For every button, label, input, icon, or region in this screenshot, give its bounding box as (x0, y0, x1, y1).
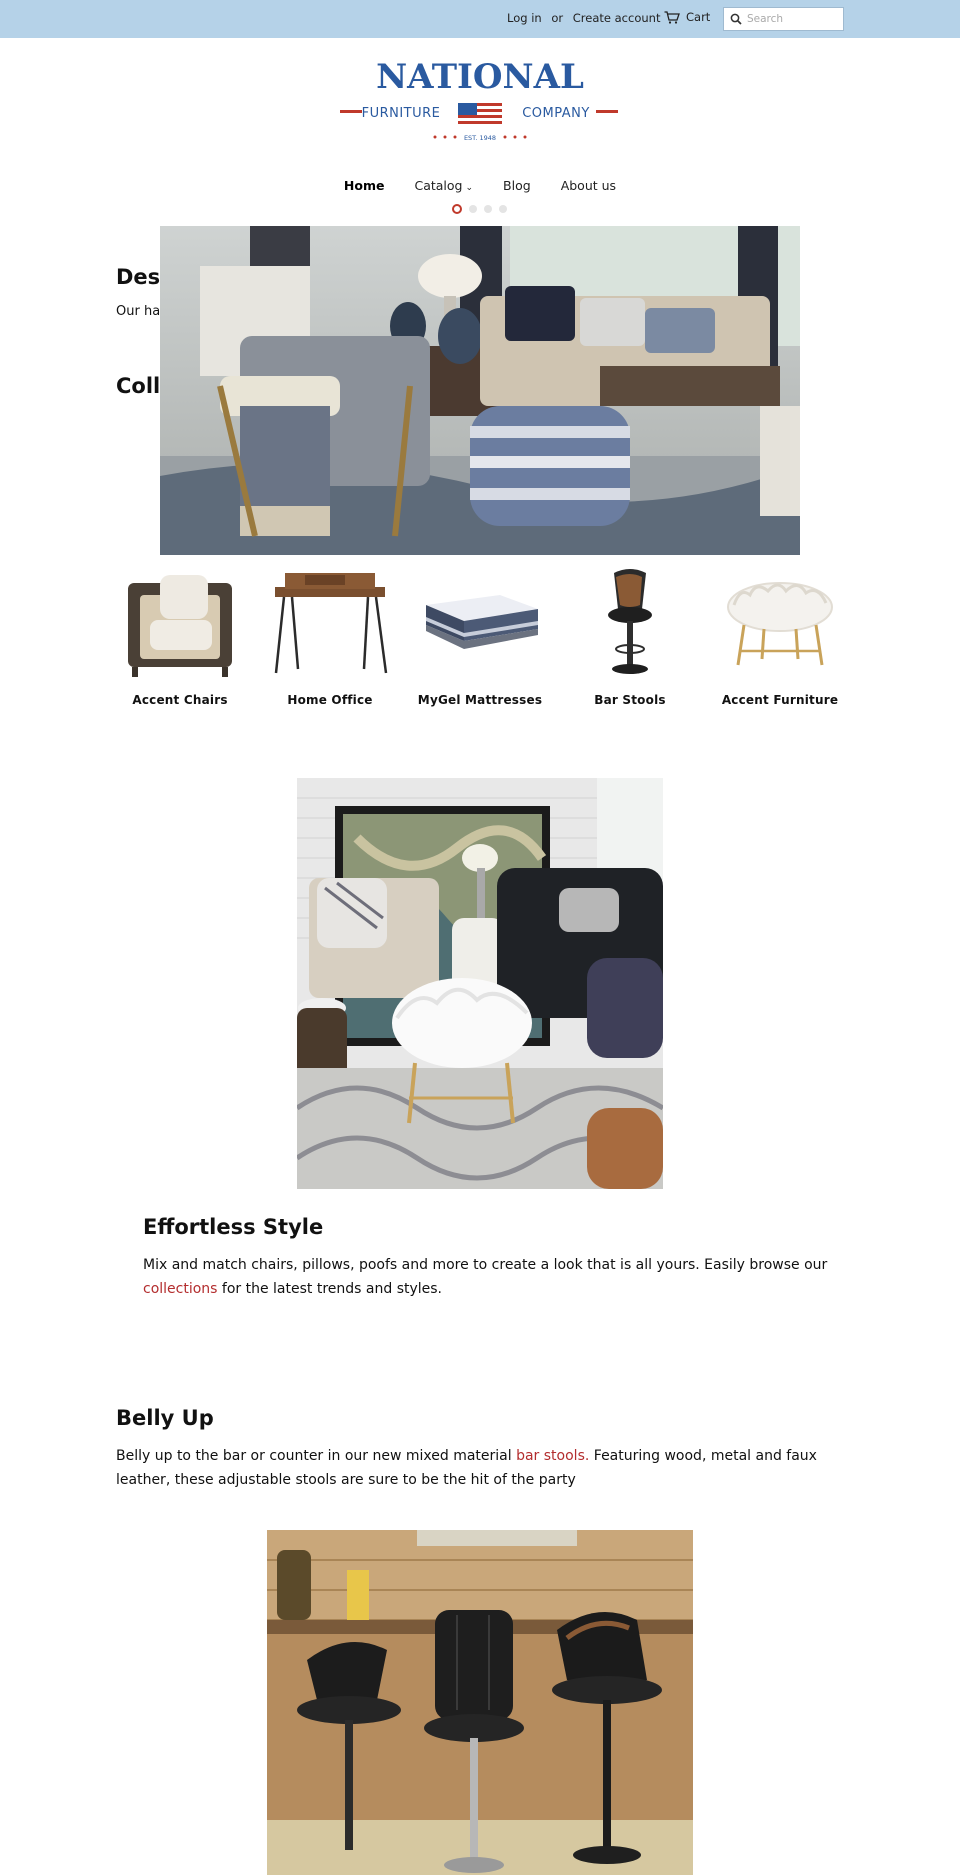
nav-blog[interactable]: Blog (503, 178, 531, 193)
cart-icon (664, 11, 680, 24)
or-text: or (551, 11, 564, 25)
category-accent-chairs[interactable] (105, 565, 255, 707)
top-bar (0, 0, 960, 38)
chevron-down-icon: ⌄ (465, 183, 474, 193)
slider-dot[interactable] (469, 205, 477, 213)
belly-text-before: Belly up to the bar or counter in our new mixed material (116, 1448, 517, 1464)
effortless-text-before: Mix and match chairs, pillows, poofs and more to create a look that is all yours. Easily browse our (143, 1257, 828, 1273)
bar-stool-image (570, 565, 690, 680)
site-logo[interactable] (338, 62, 622, 146)
category-label: Home Office (287, 693, 373, 707)
category-list (105, 565, 855, 707)
desk-image (270, 565, 390, 680)
nav-catalog[interactable] (414, 178, 473, 193)
login-link[interactable]: Log in (507, 11, 542, 25)
main-nav (0, 178, 960, 193)
logo-est: EST. 1948 (463, 134, 497, 142)
category-bar-stools[interactable] (555, 565, 705, 707)
bar-stools-link[interactable]: bar stools. (516, 1448, 590, 1464)
effortless-style-heading: Effortless Style (143, 1215, 324, 1239)
effortless-text-after: for the latest trends and styles. (217, 1281, 443, 1297)
hero-slide-image[interactable] (160, 226, 800, 555)
category-label: Accent Chairs (132, 693, 228, 707)
mattress-image (420, 565, 540, 680)
account-links (507, 11, 660, 25)
slider-dot[interactable] (484, 205, 492, 213)
nav-catalog-label: Catalog (414, 178, 463, 193)
logo-furniture: FURNITURE (361, 106, 441, 121)
category-label: Accent Furniture (721, 693, 839, 707)
slide-subtext: Our ha (116, 304, 161, 319)
slider-dot[interactable] (499, 205, 507, 213)
belly-up-text (116, 1444, 846, 1492)
search-icon (730, 13, 742, 25)
fur-ottoman-image (720, 565, 840, 680)
logo-company: COMPANY (522, 106, 590, 121)
search-input[interactable] (747, 13, 843, 25)
cart-label: Cart (686, 10, 711, 24)
nav-home[interactable]: Home (343, 178, 385, 193)
belly-up-heading: Belly Up (116, 1406, 214, 1430)
category-label: Bar Stools (594, 693, 666, 707)
category-mygel-mattresses[interactable] (405, 565, 555, 707)
bar-stools-image (267, 1530, 693, 1875)
nav-about[interactable]: About us (560, 178, 617, 193)
search-box[interactable] (723, 7, 844, 31)
slider-dots (452, 204, 507, 214)
category-home-office[interactable] (255, 565, 405, 707)
logo-name: NATIONAL (376, 62, 584, 97)
accent-chair-image (120, 565, 240, 680)
living-room-image (297, 778, 663, 1189)
cart-link[interactable] (664, 10, 710, 24)
collections-link[interactable]: collections (143, 1281, 218, 1297)
create-account-link[interactable]: Create account (572, 11, 661, 25)
category-accent-furniture[interactable] (705, 565, 855, 707)
slider-dot[interactable] (452, 204, 462, 214)
flag-icon (458, 103, 502, 125)
slide-heading: Des (116, 265, 161, 289)
effortless-style-text (143, 1253, 843, 1301)
collections-heading: Coll (116, 374, 161, 398)
belly-text-after: Featuring wood, metal and faux leather, these adjustable stools are sure to be the hit of the party (116, 1448, 817, 1488)
category-label: MyGel Mattresses (417, 693, 543, 707)
